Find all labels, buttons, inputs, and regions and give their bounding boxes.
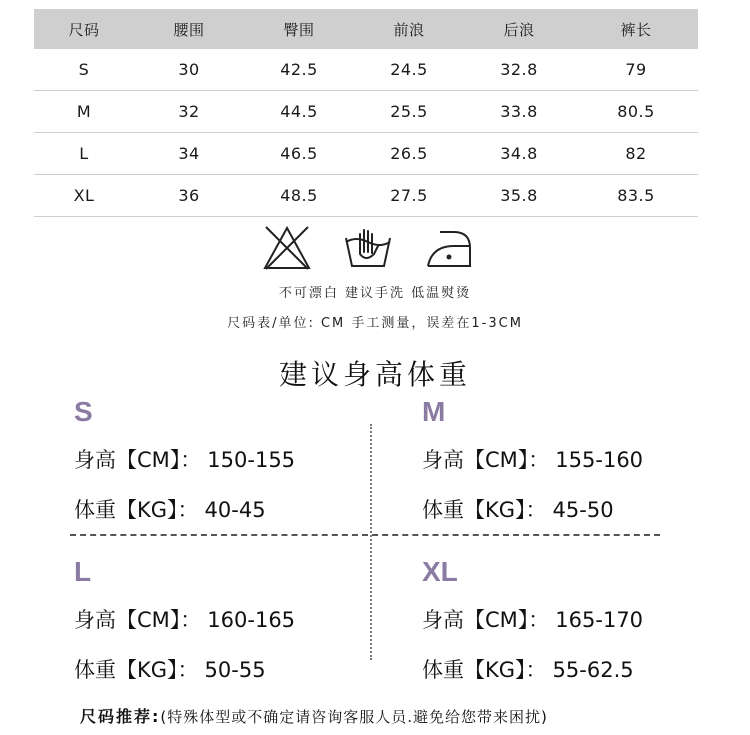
- height-line: [422, 606, 722, 634]
- height-line: [74, 446, 374, 474]
- height-value: 160-165: [207, 608, 296, 632]
- table-cell: 34: [178, 144, 200, 163]
- table-cell: 25.5: [390, 102, 428, 121]
- table-cell: 32: [178, 102, 200, 121]
- height-value: 165-170: [555, 608, 644, 632]
- header-waist: 腰围: [173, 20, 205, 39]
- table-cell: XL: [73, 186, 95, 205]
- table-cell: 42.5: [280, 60, 318, 79]
- weight-line: [422, 656, 722, 684]
- weight-line: [422, 496, 722, 524]
- table-cell: 36: [178, 186, 200, 205]
- table-row: [34, 91, 698, 133]
- recommendation-title: 建议身高体重: [278, 358, 471, 391]
- footer-prefix: 尺码推荐:: [80, 707, 161, 726]
- header-size: 尺码: [68, 20, 100, 39]
- height-value: 155-160: [555, 448, 644, 472]
- size-block-m: [422, 396, 722, 524]
- table-cell: 26.5: [390, 144, 428, 163]
- table-cell: S: [78, 60, 90, 79]
- header-hip: 臀围: [283, 20, 315, 39]
- no-bleach-icon: [262, 224, 312, 272]
- table-row: [34, 49, 698, 91]
- table-row: [34, 133, 698, 175]
- size-letter: M: [422, 396, 446, 427]
- weight-label: 体重【KG】：: [422, 498, 547, 522]
- care-icons: [0, 224, 750, 276]
- weight-line: [74, 656, 374, 684]
- size-letter: XL: [422, 556, 458, 587]
- weight-label: 体重【KG】：: [74, 658, 199, 682]
- weight-line: [74, 496, 374, 524]
- size-block-s: [74, 396, 374, 524]
- table-cell: 24.5: [390, 60, 428, 79]
- table-cell: 32.8: [500, 60, 538, 79]
- table-cell: 35.8: [500, 186, 538, 205]
- horizontal-divider: [70, 534, 660, 536]
- weight-value: 50-55: [204, 658, 266, 682]
- table-cell: 30: [178, 60, 200, 79]
- footer-note: [80, 704, 548, 727]
- table-cell: 82: [625, 144, 647, 163]
- size-table: [34, 9, 698, 217]
- weight-value: 55-62.5: [552, 658, 634, 682]
- weight-label: 体重【KG】：: [74, 498, 199, 522]
- size-letter: L: [74, 556, 92, 587]
- height-line: [74, 606, 374, 634]
- table-cell: 48.5: [280, 186, 318, 205]
- table-cell: 46.5: [280, 144, 318, 163]
- header-back-rise: 后浪: [503, 20, 535, 39]
- height-label: 身高【CM】：: [422, 448, 550, 472]
- size-block-l: [74, 556, 374, 684]
- weight-value: 45-50: [552, 498, 614, 522]
- hand-wash-icon: [342, 224, 394, 272]
- footer-text: (特殊体型或不确定请咨询客服人员.避免给您带来困扰): [160, 708, 548, 726]
- height-label: 身高【CM】：: [422, 608, 550, 632]
- table-cell: 83.5: [617, 186, 655, 205]
- low-iron-icon: [424, 224, 474, 272]
- height-label: 身高【CM】：: [74, 448, 202, 472]
- header-front-rise: 前浪: [393, 20, 425, 39]
- table-header: [34, 9, 698, 49]
- height-label: 身高【CM】：: [74, 608, 202, 632]
- measure-note: 尺码表/单位: CM 手工测量，误差在1-3CM: [227, 316, 523, 331]
- table-cell: 79: [625, 60, 647, 79]
- weight-value: 40-45: [204, 498, 266, 522]
- table-cell: 80.5: [617, 102, 655, 121]
- table-row: [34, 175, 698, 217]
- table-cell: L: [79, 144, 89, 163]
- height-value: 150-155: [207, 448, 296, 472]
- size-block-xl: [422, 556, 722, 684]
- table-cell: M: [76, 102, 92, 121]
- size-letter: S: [74, 396, 93, 427]
- height-line: [422, 446, 722, 474]
- table-cell: 34.8: [500, 144, 538, 163]
- care-label: 不可漂白 建议手洗 低温熨烫: [278, 286, 472, 301]
- table-cell: 44.5: [280, 102, 318, 121]
- table-cell: 27.5: [390, 186, 428, 205]
- weight-label: 体重【KG】：: [422, 658, 547, 682]
- table-cell: 33.8: [500, 102, 538, 121]
- header-length: 裤长: [620, 20, 652, 39]
